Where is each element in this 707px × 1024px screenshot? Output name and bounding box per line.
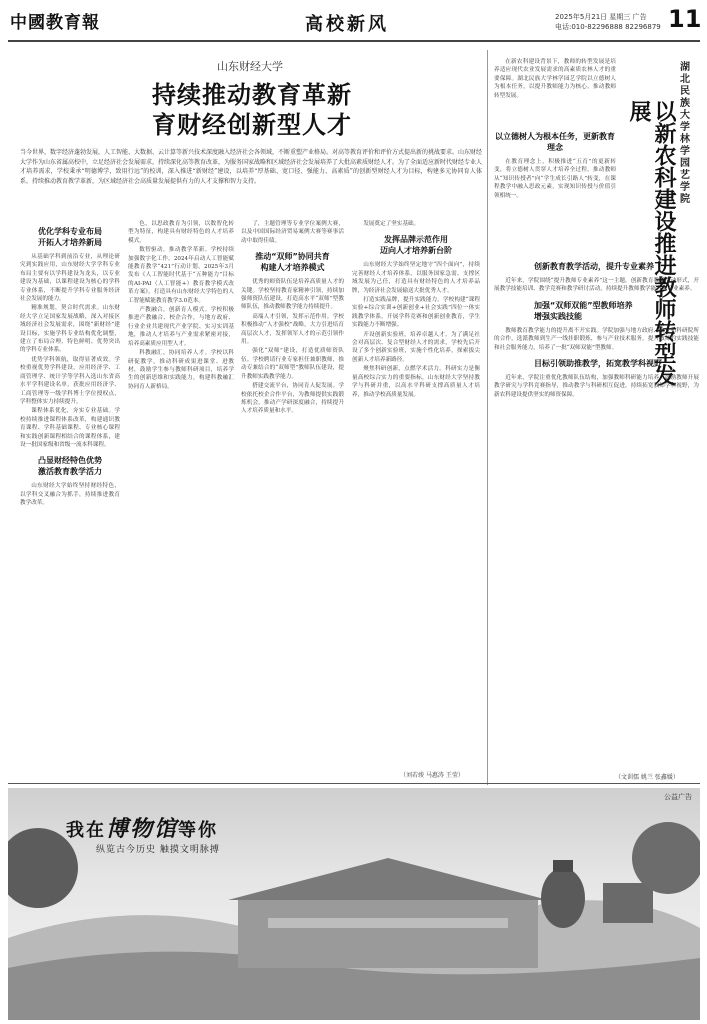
- lead-byline: （刘若竣 马惠涛 王莹）: [400, 772, 464, 779]
- museum-building-icon: [228, 858, 548, 968]
- lead-column-2: [128, 220, 234, 780]
- ad-headline: [66, 812, 218, 843]
- paragraph: 了，主题管理等专业学位案例大赛，以及中国国际经济贸易案例大赛等赛事活动中取得佳绩。: [241, 221, 344, 244]
- subhead: 以立德树人为根本任务，更新教育理念: [495, 132, 615, 152]
- lead-column-1: [20, 220, 120, 780]
- subhead: 创新教育教学活动，提升专业素养: [534, 262, 654, 271]
- ad-label: 公益广告: [664, 793, 692, 801]
- paragraph: 发展奠定了坚实基础。: [363, 221, 420, 227]
- ad-divider: [8, 783, 700, 784]
- subhead: 发挥品牌示范作用 迈向人才培养新台阶: [380, 235, 452, 256]
- lead-headline-line1: 持续推动教育革新: [152, 81, 352, 109]
- paragraph: 近年来，学院注重优化教师队伍结构，加强教师科研能力培养，鼓励教师开展教学研究与学科竞赛指导，推动教学与科研相互促进，持续拓宽教师学科视野，为新农科建设提供坚实的师资保障。: [494, 375, 699, 398]
- paragraph: 课程体系优化，夯实专业基础。学校持续推进课程体系改革，构建通识教育课程、学科基础课程、专业核心课程和实践创新课程相结合的课程体系，建设一批国家级和省级一流本科课程。: [20, 408, 120, 448]
- page-number: 11: [668, 5, 702, 33]
- paragraph: 优势学科领航，取得显著成效。学校重视优势学科建设，应用经济学、工商管理学、统计学等学科入选山东省高水平学科建设名单，获批应用经济学、工商管理等一级学科博士学位授权点，学科整体实力持续提升。: [20, 356, 120, 405]
- section-title: 高校新风: [305, 14, 389, 35]
- paragraph: 高端人才引领，发挥示范作用。学校积极推动“人才强校”战略，大力引进培育高层次人才，发挥领军人才的示范引领作用。: [241, 313, 344, 346]
- subhead: 目标引领助推教学，拓宽教学科视野: [534, 359, 662, 369]
- masthead: [0, 0, 707, 44]
- lead-headline-line2: 育财经创新型人才: [152, 111, 352, 139]
- column-divider: [487, 50, 488, 785]
- paragraph: 色，以思政教育为引领，以数智化转型为特征，构建具有财经特色的人才培养模式。: [128, 221, 234, 244]
- museum-ad: [8, 788, 700, 1020]
- lead-column-3: [241, 220, 344, 780]
- ad-headline-emphasis: 博物馆: [106, 816, 179, 842]
- right-byline: （文训儒 姚兰 张鑫媛）: [615, 774, 679, 781]
- ad-headline-prefix: 我在: [66, 820, 106, 841]
- issue-phone: 电话:010-82296888 82296879: [555, 23, 661, 31]
- issue-info: [555, 12, 667, 32]
- issue-date: 2025年5月21日 星期三 广告: [555, 13, 647, 21]
- subhead: 推动“双师”协同共育 构建人才培养模式: [255, 252, 330, 273]
- paragraph: 在教育理念上，积极推进“五育”的更新转变，将立德树人贯穿人才培养全过程，推动教师从“知识传授者”向“学生成长引路人”转变，在课程教学中融入思政元素，实现知识传授与价值引领相统一。: [494, 159, 616, 199]
- lead-headline: [112, 80, 392, 140]
- paragraph: 产教融合，创新育人模式。学校积极推进产教融合、校企合作，与地方政府、行业企业共建现代产业学院、实习实训基地，推动人才培养与产业需求紧密对接，培养高素质应用型人才。: [128, 307, 234, 347]
- lead-kicker: 山东财经大学: [217, 60, 283, 73]
- right-lead: [494, 58, 616, 120]
- paragraph: 数智驱动，推动教学革新。学校持续加强数字化工作，2024年启动人工智能赋能教育教学“421”行动计划，2025年3月发布《人工智能时代基于“五种能力”目标的AI-PAI（人工智能+）教育教学模式改革方案》，打造具有山东财经大学特色的人工智能赋能教育教学3.0范本。: [128, 247, 234, 304]
- paragraph: 科教融汇，协同培养人才。学校以科研促教学，推动科研成果进课堂、进教材，鼓励学生参与教师科研项目，培养学生的创新思维和实践能力，构建科教融汇协同育人新格局。: [128, 350, 234, 390]
- right-column-top: [494, 125, 616, 255]
- subhead: 加强“双师双能”型教师培养 增强实践技能: [534, 300, 633, 321]
- subhead: 优化学科专业布局 开拓人才培养新局: [38, 227, 102, 247]
- ad-subtitle: 纵览古今历史 触摸文明脉搏: [96, 845, 220, 855]
- ad-headline-suffix: 等你: [178, 820, 219, 841]
- paragraph: 在新农科建设背景下，教师的转型发展是培养适应现代农业发展需求的高素质农林人才的重要保障。湖北民族大学林学园艺学院以立德树人为根本任务，以提升教师能力为核心，推动教师转型发展。: [494, 59, 616, 99]
- right-kicker: 湖北民族大学林学园艺学院: [680, 62, 690, 205]
- paragraph: 近年来，学院围绕“提升教师专业素养”这一主题，创新教育教学活动形式，开展教学技能培训、教学竞赛和教学研讨活动，持续提升教师教学能力和专业素养。: [494, 278, 699, 293]
- newspaper-logo: 中國教育報: [10, 13, 100, 33]
- paragraph: 开设创新实验班，培养卓越人才。为了满足社会对高层次、复合型财经人才的需求，学校先后开设了多个创新实验班，实施个性化培养，探索拔尖创新人才培养新路径。: [352, 331, 480, 363]
- paragraph: 打造实践品牌，提升实践能力。学校构建“课程实验+综合实训+创新创业+社会实践”四位一体实践教学体系，开展学科竞赛和创新创业教育，学生实践能力不断增强。: [352, 297, 480, 329]
- right-column-wide: [494, 255, 699, 775]
- paragraph: 从基础学科到前沿专业，从理论研究到实践应用，山东财经大学学科专业布局主要有以学科建设为龙头，以专业建设为基础，以课程建设为核心的学科专业体系，不断提升学科专业服务经济社会发展的能力。: [20, 254, 120, 303]
- right-headline: 以新农科建设推进教师转型发展: [626, 100, 676, 386]
- paragraph: 精准规划，契合时代需求。山东财经大学立足国家发展战略，深入对接区域经济社会发展需求，围绕“新财经”建设目标，实施学科专业结构优化调整，建立了布局合理、特色鲜明、优势突出的学科专业体系。: [20, 305, 120, 354]
- paragraph: 山东财经大学始终坚持财经特色，以学科交叉融合为抓手，持续推进教育教学改革。: [20, 483, 120, 507]
- header-rule: [8, 40, 700, 42]
- lead-column-4: [352, 220, 480, 780]
- lead-abstract: 当今世界，数字经济蓬勃发展，人工智能、大数据、云计算等新兴技术深度融入经济社会各领域，不断重塑产业格局。对高等教育评价和评价方式提出新的挑战要求。山东财经大学作为山东省属高校中，立足经济社会发展需求，持续深化高等教育改革，为服务国家战略和区域经济社会发展培养了大批高素质财经人才。为了全面适应新时代财经专业人才培养需求，学校秉承“明德博学，致用行远”的校训，深入推进“新财经”建设，以培养“厚基础、宽口径、强能力、高素质”的创新型财经人才为目标，构建多元协同育人体系，持续推动教育教学革新，为区域经济社会高质量发展提供有力的人才支撑和智力支持。: [20, 149, 482, 185]
- subhead: 凸显财经特色优势 激活教育教学活力: [38, 456, 102, 477]
- paragraph: 优秀的师资队伍是培养高质量人才的关键。学校坚持教育家精神引领，持续加强师资队伍建设，打造高水平“双师”型教师队伍，推动教师教学能力持续提升。: [241, 279, 344, 311]
- paragraph: 教师教育教学能力的提升离不开实践。学院加强与地方政府、企业和科研院所的合作，选派教师到生产一线挂职锻炼，参与产业技术服务，提升教师的实践技能和社会服务能力，培养了一批“双师双能”型教师。: [494, 327, 699, 351]
- paragraph: 强化“双师”建设，打造优质师资队伍。学校聘请行业专家担任兼职教师，推动专兼结合的“双师型”教师队伍建设，提升教师实践教学能力。: [241, 348, 344, 380]
- paragraph: 聚焦科研创新，点燃学术活力。科研实力是衡量高校综合实力的重要指标，山东财经大学坚持教学与科研并重，以高水平科研支撑高质量人才培养，推动学校高质量发展。: [352, 366, 480, 398]
- paragraph: 山东财经大学始终坚定地守“四个面向”，持续完善财经人才培养体系，以服务国家急需、支撑区域发展为己任，打造具有财经特色的人才培养品牌，为经济社会发展输送大批优秀人才。: [352, 262, 480, 294]
- paragraph: 搭建交流平台，协同育人促发展。学校依托校企合作平台，为教师提供实践锻炼机会，推动产学研深度融合，持续提升人才培养质量和水平。: [241, 383, 344, 415]
